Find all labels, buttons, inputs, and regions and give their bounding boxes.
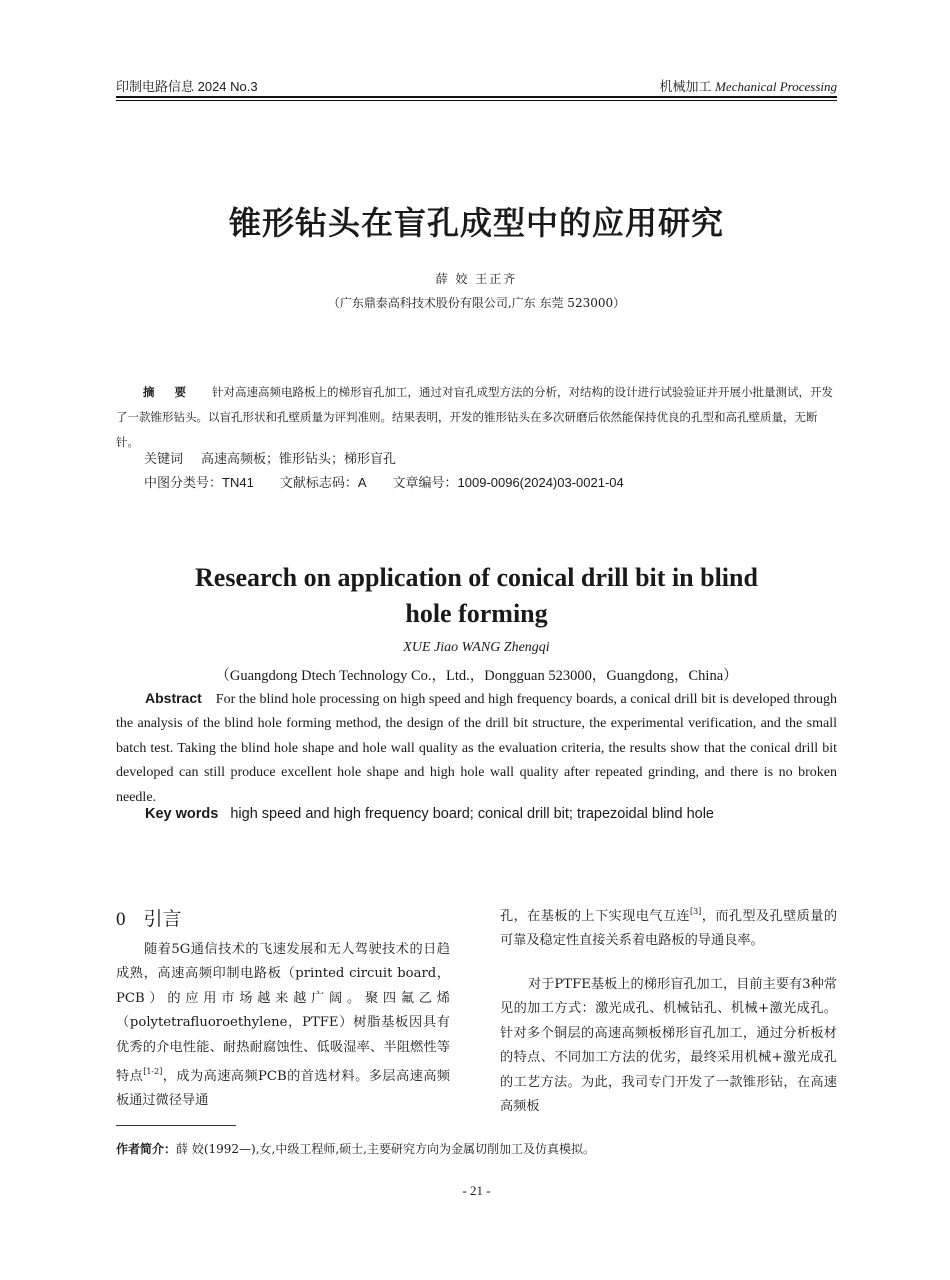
section-heading-introduction xyxy=(116,904,182,931)
keywords-en-text: high speed and high frequency board; conical drill bit; trapezoidal blind hole xyxy=(230,806,714,822)
section-name-cn: 机械加工 xyxy=(659,79,712,94)
footnote-text: 薛 姣(1992—),女,中级工程师,硕士,主要研究方向为金属切削加工及仿真模拟。 xyxy=(176,1142,595,1156)
doc-code-value: A xyxy=(357,475,367,490)
abstract-cn xyxy=(116,380,837,455)
authors-cn: 薛 姣 王正齐 xyxy=(435,272,518,286)
running-header xyxy=(116,76,837,96)
affiliation-cn: （广东鼎泰高科技术股份有限公司,广东 东莞 523000） xyxy=(327,296,626,310)
section-title: 引言 xyxy=(143,908,182,930)
article-no-label: 文章编号： xyxy=(392,475,458,490)
title-en-line2: hole forming xyxy=(405,599,548,628)
footnote-label: 作者简介： xyxy=(116,1142,177,1156)
keywords-cn xyxy=(144,448,396,467)
abstract-en xyxy=(116,686,837,810)
classification-line xyxy=(144,472,624,491)
title-en-line1: Research on application of conical drill bit in blind xyxy=(195,563,758,592)
abstract-cn-text: 针对高速高频电路板上的梯形盲孔加工，通过对盲孔成型方法的分析，对结构的设计进行试验验证并开展小批量测试，开发了一款锥形钻头。以盲孔形状和孔壁质量为评判准则。结果表明，开发的锥形钻头在多次研磨后依然能保持优良的孔型和高孔壁质量，无断针。 xyxy=(116,385,834,449)
author-footnote xyxy=(116,1140,837,1157)
article-no-value: 1009-0096(2024)03-0021-04 xyxy=(457,475,624,490)
keywords-en-label: Key words xyxy=(145,806,219,822)
intro-paragraph-2: 对于PTFE基板上的梯形盲孔加工，目前主要有3种常见的加工方式：激光成孔、机械钻孔、机械+激光成孔。针对多个铜层的高速高频板梯形盲孔加工，通过分析板材的特点、不同加工方法的优劣，最终采用机械+激光成孔的工艺方法。为此，我司专门开发了一款锥形钻，在高速高频板 xyxy=(500,977,837,1115)
footnote-rule xyxy=(116,1125,236,1126)
header-rule-thin xyxy=(116,100,837,101)
section-number: 0 xyxy=(116,909,126,930)
abstract-cn-label: 摘 要 xyxy=(143,385,195,399)
intro-paragraph-1-cont xyxy=(500,900,837,954)
clc-label: 中图分类号： xyxy=(144,475,223,490)
affiliation-en: （Guangdong Dtech Technology Co.，Ltd.，Dongguan 523000，Guangdong，China） xyxy=(215,668,738,684)
header-rule-thick xyxy=(116,96,837,98)
citation-1-2: [1-2] xyxy=(143,1067,163,1077)
intro-paragraph-1 xyxy=(116,938,450,1114)
section-name xyxy=(659,76,837,95)
journal-issue: 印制电路信息 2024 No.3 xyxy=(116,79,258,94)
page-number: - 21 - xyxy=(462,1183,491,1198)
title-cn: 锥形钻头在盲孔成型中的应用研究 xyxy=(228,204,724,242)
citation-3: [3] xyxy=(689,907,702,916)
intro-text-a: 随着5G通信技术的飞速发展和无人驾驶技术的日趋成熟，高速高频印制电路板（printed circuit board，PCB）的应用市场越来越广阔。聚四氟乙烯（polytetrafluoroethylene，PTFE）树脂基板因具有优秀的介电性能、耐热耐腐蚀性、低吸湿率、半阻燃性等特点 xyxy=(116,942,450,1085)
abstract-en-label: Abstract xyxy=(145,690,202,706)
intro-text-c: 孔，在基板的上下实现电气互连 xyxy=(500,909,690,924)
keywords-en xyxy=(145,806,714,822)
authors-en: XUE Jiao WANG Zhengqi xyxy=(403,640,550,655)
abstract-en-text: For the blind hole processing on high speed and high frequency boards, a conical drill bit is developed through the analysis of the blind hole forming method, the design of the drill bit structure, the experimental verification, and the small batch test. Taking the blind hole shape and hole wall quality as the evaluation criteria, the results show that the conical drill bit developed can still produce excellent hole shape and high hole wall quality after repeated grinding, and there is no broken needle. xyxy=(116,692,837,805)
keywords-cn-label: 关键词 xyxy=(144,451,184,466)
intro-text-b: ，成为高速高频PCB的首选材料。多层高速高频板通过微径导通 xyxy=(116,1069,450,1109)
title-en xyxy=(116,560,837,632)
intro-text-d: ，而孔型及孔壁质量的可靠及稳定性直接关系着电路板的导通良率。 xyxy=(500,909,838,949)
doc-code-label: 文献标志码： xyxy=(279,475,358,490)
section-name-en: Mechanical Processing xyxy=(715,79,837,94)
clc-value: TN41 xyxy=(222,475,254,490)
keywords-cn-text: 高速高频板；锥形钻头；梯形盲孔 xyxy=(201,451,397,466)
